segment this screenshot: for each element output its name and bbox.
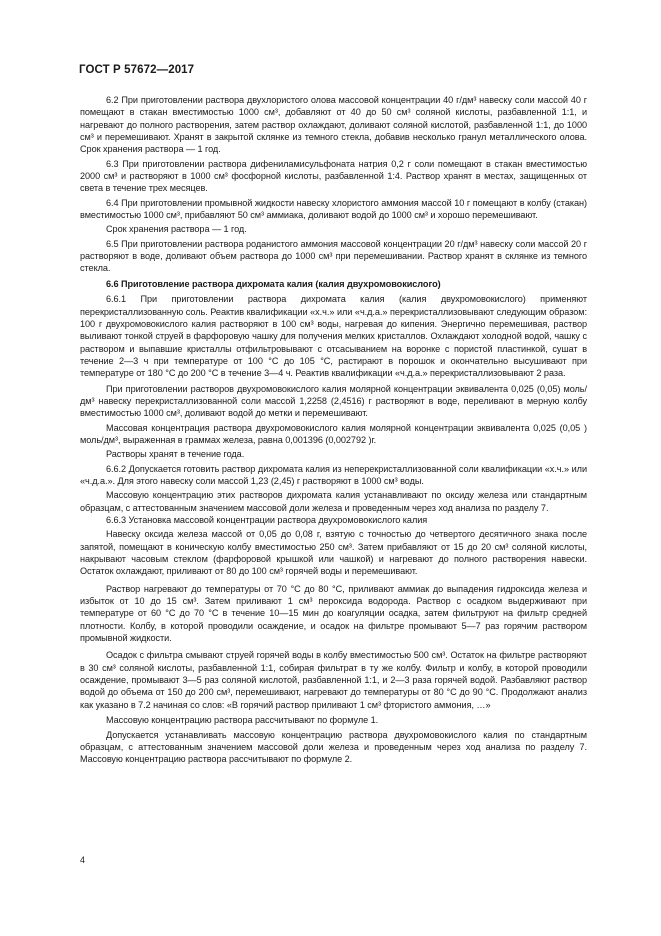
paragraph-mass-concentration: Массовая концентрация раствора двухромовокислого калия молярной концентрации эквивалента 0,025 (0,05 ) моль/дм³, выраженная в граммах железа, равна 0,001396 (0,002792 )г. — [80, 422, 587, 445]
paragraph-concentration-setting: Массовую концентрацию этих растворов дихромата калия устанавливают по оксиду железа или стандартным образцам, с аттестованным значением массовой доли железа и проведенным через ход анализа по разделу 7. — [80, 490, 587, 513]
paragraph-formula-1: Массовую концентрацию раствора рассчитывают по формуле 1. — [106, 715, 379, 726]
paragraph-6-5: 6.5 При приготовлении раствора роданистого аммония массовой концентрации 20 г/дм³ навеску соли массой 20 г растворяют в воде, доливают объем раствора до 1000 см³ при перемешивании. Раствор хранят в склянке из темного стекла. — [80, 238, 587, 274]
paragraph-precipitate-washing: Осадок с фильтра смывают струей горячей воды в колбу вместимостью 500 см³. Остаток на фильтре растворяют в 30 см³ соляной кислоты, разбавленной 1:1, собирая фильтрат в ту же колбу. Фильтр и колбу, в которой проводили осаждение, промывают 3—5 раз соляной кислотой, разбавленной 1:1, и 2—3 раза горячей водой. Разбавляют раствор водой до объема от 150 до 200 см³, перемешивают, нагревают до температуры от 80 °С до 90 °С. Продолжают анализ как указано в 7.2 начиная со слов: «В горячий раствор приливают 1 см³ фтористого аммония, …» — [80, 650, 587, 710]
page-number: 4 — [80, 855, 86, 865]
section-heading-6-6: 6.6 Приготовление раствора дихромата калия (калия двухромовокислого) — [106, 278, 441, 289]
document-header: ГОСТ Р 57672—2017 — [79, 64, 195, 76]
paragraph-heating-solution: Раствор нагревают до температуры от 70 °С до 80 °С, приливают аммиак до выпадения гидроксида железа и избыток от 10 до 15 см³. Затем приливают 1 см³ пероксида водорода. Раствор с осадком выдерживают при температуре от 60 °С до 70 °С в течение 10—15 мин до коагуляции осадка, затем фильтруют на фильтр средней плотности. Колбу, в которой проводили осаждение, и осадок на фильтре промывают 5—7 раз горячим раствором промывной жидкости. — [80, 583, 587, 644]
paragraph-formula-2: Допускается устанавливать массовую концентрацию раствора двухромовокислого калия по стандартным образцам, с аттестованным значением массовой доли железа и проведенным через ход анализа по разделу 7. Массовую концентрацию раствора рассчитывают по формуле 2. — [80, 729, 587, 765]
paragraph-molar-solutions: При приготовлении растворов двухромовокислого калия молярной концентрации эквивалента 0,025 (0,05) моль/дм³ навеску перекристаллизованной соли массой 1,2258 (2,4516) г растворяют в воде, переливают в мерную колбу вместимостью 1000 см³, доливают водой до метки и перемешивают. — [80, 383, 587, 419]
document-body — [80, 94, 587, 766]
paragraph-6-6-1: 6.6.1 При приготовлении раствора дихромата калия (калия двухромовокислого) применяют перекристаллизованную соль. Реактив квалификации «х.ч.» или «ч.д.а.» перекристаллизовывают следующим образом: 100 г двухромовокислого калия растворяют в 100 см³ воды, нагревая до кипения. Энергично перемешивая, раствор выливают тонкой струей в фарфоровую чашку для получения мелких кристаллов. Охлаждают холодной водой, чашку с раствором и выпавшие кристаллы отфильтровывают с отсасыванием на воронке с пористой пластинкой, сушат в течение 2—3 ч при температуре от 100 °С до 105 °С, растирают в порошок и окончательно высушивают при температуре от 180 °С до 200 °С в течение 3—4 ч. Реактив квалификации «ч.д.а.» перекристаллизовывают 2 раза. — [80, 294, 587, 379]
paragraph-iron-oxide-sample: Навеску оксида железа массой от 0,05 до 0,08 г, взятую с точностью до четвертого десятичного знака после запятой, помещают в коническую колбу вместимостью 250 см³. Затем прибавляют от 15 до 20 см³ соляной кислоты, накрывают часовым стеклом (фарфоровой крышкой или чашкой) и нагревают до полного растворения навески. Остаток охлаждают, приливают от 80 до 100 см³ горячей воды и перемешивают. — [80, 529, 587, 577]
paragraph-6-6-2: 6.6.2 Допускается готовить раствор дихромата калия из неперекристаллизованной соли квалификации «х.ч.» или «ч.д.а.». Для этого навеску соли массой 1,23 (2,45) г растворяют в 1000 см³ воды. — [80, 463, 587, 486]
paragraph-6-4: 6.4 При приготовлении промывной жидкости навеску хлористого аммония массой 10 г помещают в колбу (стакан) вместимостью 1000 см³, прибавляют 50 см³ аммиака, доливают водой до 1000 см³ и хорошо перемешивают. — [80, 197, 587, 221]
paragraph-6-2: 6.2 При приготовлении раствора двухлористого олова массовой концентрации 40 г/дм³ навеску соли массой 40 г помещают в стакан вместимостью 1000 см³, добавляют от 40 до 50 см³ соляной кислоты, разбавленной 1:1, и нагревают до полного растворения, затем раствор охлаждают, доливают соляной кислотой, разбавленной 1:1, до 1000 см³ и перемешивают. Хранят в закрытой склянке из темного стекла, добавив несколько гранул металлического олова. Срок хранения раствора — 1 год. — [80, 95, 587, 155]
paragraph-storage-year: Растворы хранят в течение года. — [106, 449, 245, 460]
paragraph-6-6-3: 6.6.3 Установка массовой концентрации раствора двухромовокислого калия — [106, 515, 428, 525]
paragraph-storage-term: Срок хранения раствора — 1 год. — [106, 224, 247, 235]
paragraph-6-3: 6.3 При приготовлении раствора дифениламисульфоната натрия 0,2 г соли помещают в стакан вместимостью 2000 см³ и растворяют в 1000 см³ фосфорной кислоты, разбавленной 1:4. Раствор хранят в местах, защищенных от света в течение трех месяцев. — [80, 158, 587, 194]
